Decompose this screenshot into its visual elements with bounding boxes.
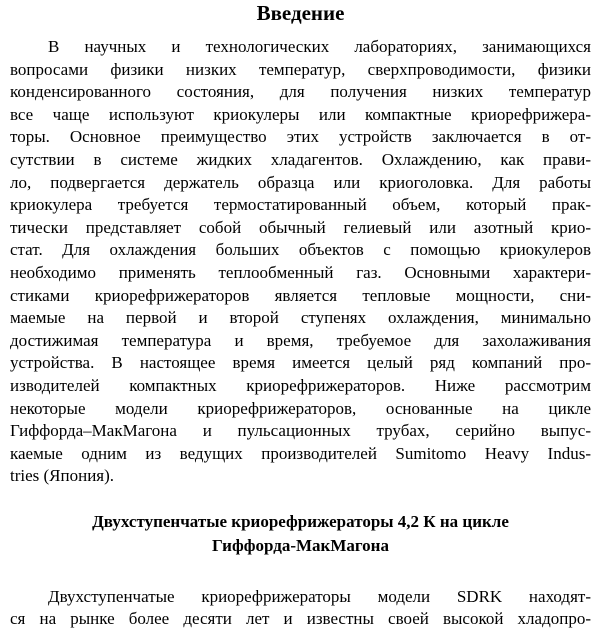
document-page: [10, 0, 591, 631]
section-title-line: Гиффорда-МакМагона: [212, 535, 389, 555]
text-line: криокулера требуется термостатированный объем, который прак-: [10, 195, 591, 215]
text-line: каемые одним из ведущих производителей Sumitomo Heavy Indus-: [10, 443, 591, 463]
text-line: устройства. В настоящее время имеется целый ряд компаний про-: [10, 353, 591, 373]
text-line: изводителей компактных криорефрижераторов. Ниже рассмотрим: [10, 375, 591, 395]
text-line: достижимая температура и время, требуемое для захолаживания: [10, 330, 591, 350]
text-line: сутствии в системе жидких хладагентов. Охлаждению, как прави-: [10, 149, 591, 169]
text-line: все чаще используют криокулеры или компактные криорефрижера-: [10, 104, 591, 124]
text-line: ся на рынке более десяти лет и известны своей высокой хладопро-: [10, 609, 591, 629]
text-line: Двухступенчатые криорефрижераторы модели SDRK находят-: [48, 586, 591, 606]
text-line: ло, подвергается держатель образца или криоголовка. Для работы: [10, 172, 591, 192]
text-line: конденсированного состояния, для получения низких температур: [10, 82, 591, 102]
text-line: В научных и технологических лабораториях, занимающихся: [48, 37, 591, 56]
section-title-line: Двухступенчатые криорефрижераторы 4,2 К на цикле: [92, 511, 509, 531]
section-paragraph: [10, 586, 591, 631]
section-title: [10, 510, 591, 558]
page-title: Введение: [256, 1, 345, 25]
intro-paragraph: [10, 36, 591, 488]
text-line: некоторые модели криорефрижераторов, основанные на цикле: [10, 398, 591, 418]
text-line: необходимо применять теплообменный газ. Основными характери-: [10, 262, 591, 282]
text-line: Гиффорда–МакМагона и пульсационных трубах, серийно выпус-: [10, 421, 591, 441]
text-line: стат. Для охлаждения больших объектов с помощью криокулеров: [10, 240, 591, 260]
text-line: торы. Основное преимущество этих устройств заключается в от-: [10, 127, 591, 147]
text-line: маемые на первой и второй ступенях охлаждения, минимально: [10, 308, 591, 328]
text-line: стиками криорефрижераторов является тепловые мощности, сни-: [10, 285, 591, 305]
text-line: tries (Япония).: [10, 466, 115, 486]
text-line: вопросами физики низких температур, сверхпроводимости, физики: [10, 59, 591, 79]
text-line: тически представляет собой обычный гелиевый или азотный крио-: [10, 217, 591, 237]
